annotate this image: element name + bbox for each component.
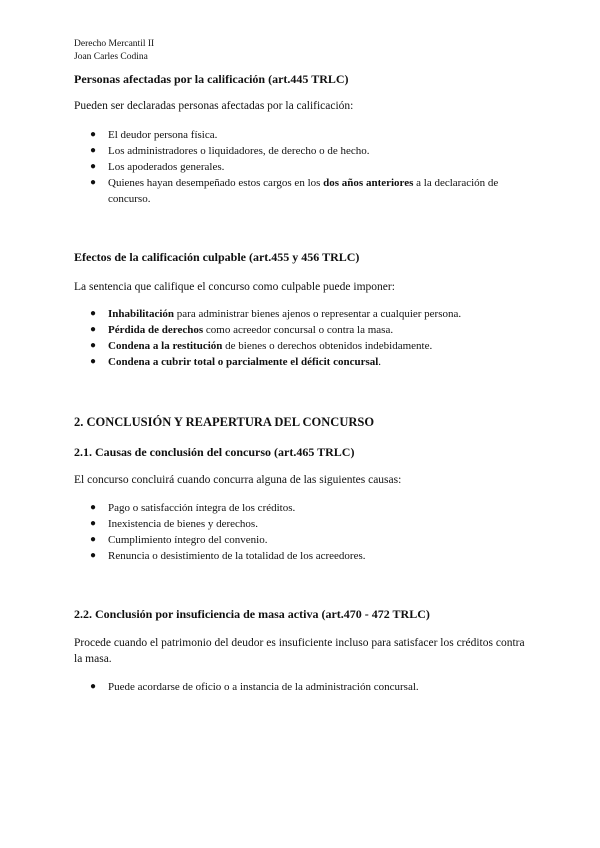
section-efectos-calificacion bbox=[74, 249, 534, 265]
list-item: ● Quienes hayan desempeñado estos cargos en los dos años anteriores a la declaración de concurso. bbox=[90, 177, 499, 205]
section-intro: Pueden ser declaradas personas afectadas por la calificación: bbox=[74, 100, 354, 112]
bullet-icon: ● bbox=[90, 550, 97, 561]
header-author: Joan Carles Codina bbox=[74, 52, 148, 62]
bullet-list bbox=[74, 306, 534, 370]
list-item: ● Condena a cubrir total o parcialmente el déficit concursal. bbox=[90, 356, 382, 368]
section-intro: El concurso concluirá cuando concurra alguna de las siguientes causas: bbox=[74, 474, 402, 486]
section-intro: Procede cuando el patrimonio del deudor es insuficiente incluso para satisfacer los créditos contra la masa. bbox=[74, 637, 525, 665]
bullet-icon: ● bbox=[90, 502, 97, 513]
bullet-list bbox=[74, 500, 534, 564]
list-item: ● Inhabilitación para administrar bienes ajenos o representar a cualquier persona. bbox=[90, 308, 462, 320]
section-title: Personas afectadas por la calificación (art.445 TRLC) bbox=[74, 72, 349, 86]
bullet-icon: ● bbox=[90, 177, 97, 188]
list-item: ● Puede acordarse de oficio o a instancia de la administración concursal. bbox=[90, 681, 419, 693]
bullet-list bbox=[74, 679, 534, 695]
list-item: ● Renuncia o desistimiento de la totalidad de los acreedores. bbox=[90, 550, 366, 562]
list-item: ● Inexistencia de bienes y derechos. bbox=[90, 518, 258, 530]
bullet-list bbox=[74, 127, 534, 207]
list-item: ● Los apoderados generales. bbox=[90, 161, 225, 173]
bullet-icon: ● bbox=[90, 681, 97, 692]
header-course: Derecho Mercantil II bbox=[74, 39, 155, 49]
bullet-icon: ● bbox=[90, 518, 97, 529]
chapter-heading: 2. CONCLUSIÓN Y REAPERTURA DEL CONCURSO bbox=[74, 415, 375, 429]
bullet-icon: ● bbox=[90, 145, 97, 156]
section-title: Efectos de la calificación culpable (art.455 y 456 TRLC) bbox=[74, 250, 360, 264]
list-item: ● Condena a la restitución de bienes o derechos obtenidos indebidamente. bbox=[90, 340, 433, 352]
list-item: ● Cumplimiento íntegro del convenio. bbox=[90, 534, 268, 546]
section-intro: La sentencia que califique el concurso como culpable puede imponer: bbox=[74, 281, 395, 293]
section-title: 2.1. Causas de conclusión del concurso (art.465 TRLC) bbox=[74, 445, 355, 459]
section-causas-conclusion bbox=[74, 444, 534, 460]
section-insuficiencia-masa bbox=[74, 606, 534, 622]
section-title: 2.2. Conclusión por insuficiencia de masa activa (art.470 - 472 TRLC) bbox=[74, 607, 430, 621]
bullet-icon: ● bbox=[90, 308, 97, 319]
bullet-icon: ● bbox=[90, 340, 97, 351]
bullet-icon: ● bbox=[90, 129, 97, 140]
page-header bbox=[74, 38, 154, 64]
bullet-icon: ● bbox=[90, 324, 97, 335]
list-item: ● Pérdida de derechos como acreedor concursal o contra la masa. bbox=[90, 324, 394, 336]
section-personas-afectadas bbox=[74, 71, 534, 87]
bullet-icon: ● bbox=[90, 161, 97, 172]
list-item: ● Pago o satisfacción íntegra de los créditos. bbox=[90, 502, 296, 514]
list-item: ● El deudor persona física. bbox=[90, 129, 218, 141]
bullet-icon: ● bbox=[90, 534, 97, 545]
bullet-icon: ● bbox=[90, 356, 97, 367]
list-item: ● Los administradores o liquidadores, de derecho o de hecho. bbox=[90, 145, 370, 157]
